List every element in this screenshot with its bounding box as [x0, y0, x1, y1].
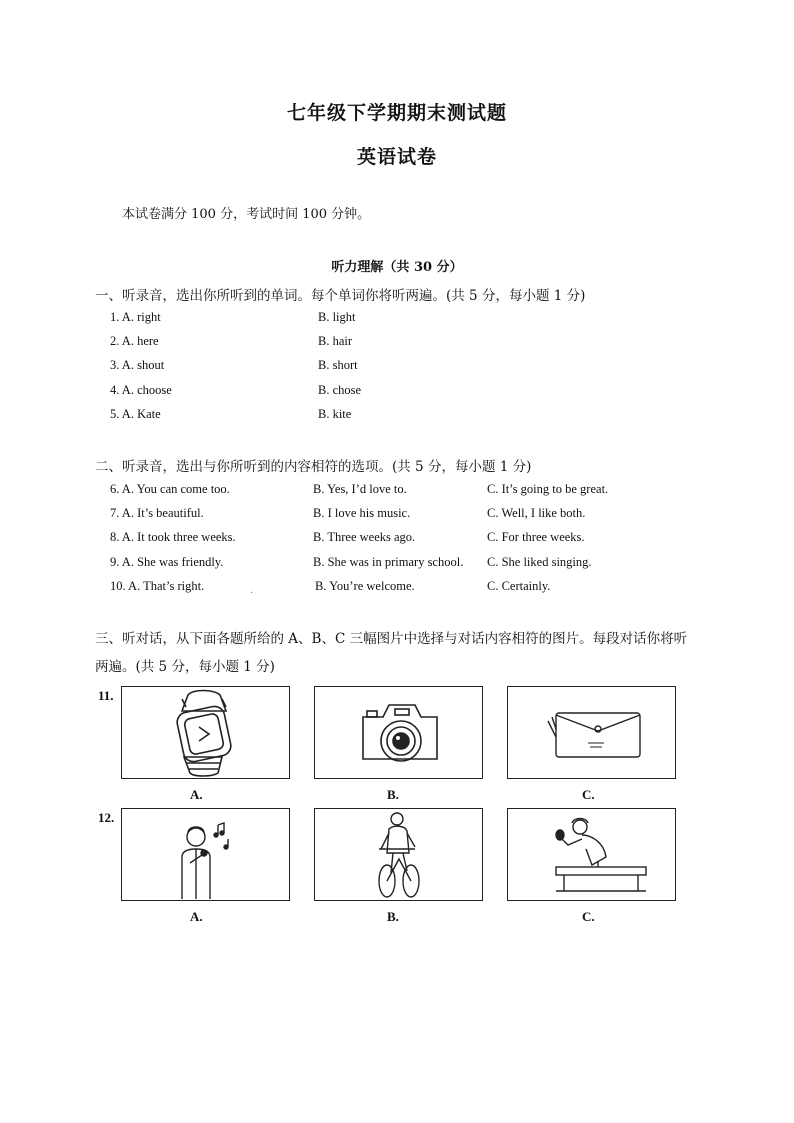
q11-picture-a[interactable] — [121, 686, 290, 779]
watch-icon — [122, 687, 289, 778]
q7-option-b: B. I love his music. — [313, 506, 411, 520]
q9-option-b: B. She was in primary school. — [313, 555, 464, 569]
q11-number: 11. — [98, 688, 114, 703]
q8-option-a: 8. A. It took three weeks. — [110, 530, 236, 544]
q11-picture-b[interactable] — [314, 686, 483, 779]
q12-label-b: B. — [387, 909, 399, 924]
q4-option-b: B. chose — [318, 383, 362, 397]
page-title: 七年级下学期期末测试题 — [286, 102, 507, 124]
q5-option-a: 5. A. Kate — [110, 407, 161, 421]
q1-option-b: B. light — [318, 310, 356, 324]
q4-option-a: 4. A. choose — [110, 383, 172, 397]
ping-pong-player-icon — [508, 809, 675, 900]
section3-heading-line2: 两遍。(共 5 分，每小题 1 分) — [95, 659, 275, 675]
q10-option-a: 10. A. That’s right. — [110, 579, 205, 593]
q5-option-b: B. kite — [318, 407, 352, 421]
wallet-icon — [508, 687, 675, 778]
q7-option-c: C. Well, I like both. — [487, 506, 586, 520]
q9-option-c: C. She liked singing. — [487, 555, 592, 569]
q11-picture-c[interactable] — [507, 686, 676, 779]
q2-option-a: 2. A. here — [110, 334, 159, 348]
q12-picture-b[interactable] — [314, 808, 483, 901]
q2-option-b: B. hair — [318, 334, 353, 348]
q7-option-a: 7. A. It’s beautiful. — [110, 506, 204, 520]
exam-intro: 本试卷满分 100 分，考试时间 100 分钟。 — [122, 207, 371, 222]
q11-label-b: B. — [387, 787, 399, 802]
q11-label-c: C. — [582, 787, 595, 802]
page-subtitle: 英语试卷 — [356, 146, 437, 168]
camera-icon — [315, 687, 482, 778]
cyclist-icon — [315, 809, 482, 900]
q12-label-c: C. — [582, 909, 595, 924]
q8-option-b: B. Three weeks ago. — [313, 530, 416, 544]
q11-label-a: A. — [190, 787, 203, 802]
q9-option-a: 9. A. She was friendly. — [110, 555, 224, 569]
q12-picture-a[interactable] — [121, 808, 290, 901]
q6-option-b: B. Yes, I’d love to. — [313, 482, 407, 496]
q1-option-a: 1. A. right — [110, 310, 161, 324]
section2-heading: 二、听录音，选出与你所听到的内容相符的选项。(共 5 分，每小题 1 分) — [95, 459, 532, 475]
q6-option-c: C. It’s going to be great. — [487, 482, 609, 496]
section1-heading: 一、听录音，选出你所听到的单词。每个单词你将听两遍。(共 5 分，每小题 1 分) — [95, 288, 586, 304]
q6-option-a: 6. A. You can come too. — [110, 482, 230, 496]
q8-option-c: C. For three weeks. — [487, 530, 585, 544]
listening-title: 听力理解（共 30 分） — [331, 260, 463, 275]
q10-option-b: B. You’re welcome. — [315, 579, 415, 593]
q12-picture-c[interactable] — [507, 808, 676, 901]
q3-option-b: B. short — [318, 358, 358, 372]
q12-label-a: A. — [190, 909, 203, 924]
stray-dot: . — [250, 585, 254, 596]
section3-heading-line1: 三、听对话，从下面各题所给的 A、B、C 三幅图片中选择与对话内容相符的图片。每段对话你将听 — [95, 631, 688, 647]
q12-number: 12. — [98, 810, 115, 825]
q3-option-a: 3. A. shout — [110, 358, 165, 372]
q10-option-c: C. Certainly. — [487, 579, 551, 593]
singing-boy-icon — [122, 809, 289, 900]
